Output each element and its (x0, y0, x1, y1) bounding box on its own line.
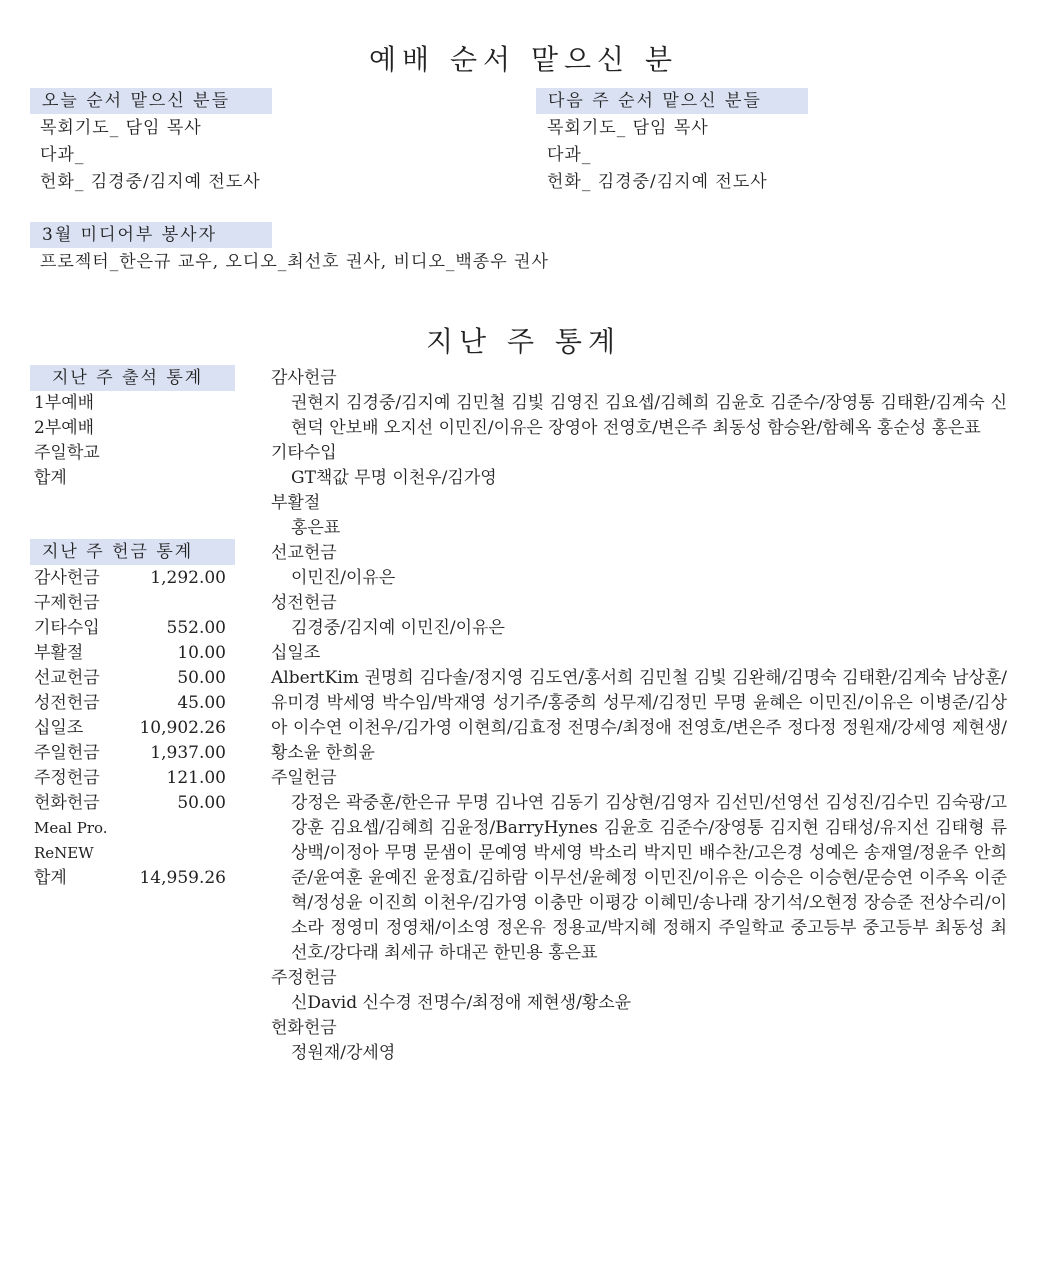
today-line-refreshments: 다과_ (40, 145, 85, 165)
attendance-row: 주일학교 (34, 443, 100, 463)
attendance-row: 1부예배 (34, 393, 95, 413)
offering-stat-value: 1,292.00 (150, 568, 226, 588)
attendance-total-row: 합계 (34, 468, 67, 488)
offering-category-label: 기타수입 (271, 443, 337, 463)
offering-category-label: 십일조 (271, 643, 321, 663)
offering-stat-row (34, 866, 226, 891)
offering-category-label: 부활절 (271, 493, 321, 513)
offering-stat-row (34, 716, 226, 741)
offering-category-label: 성전헌금 (271, 593, 337, 613)
offering-stat-row (34, 816, 226, 841)
offering-stat-label: 구제헌금 (34, 593, 100, 613)
offering-donor-names: 신David 신수경 전명수/최정애 제현생/황소윤 (291, 993, 632, 1013)
offering-donor-names: 정원재/강세영 (291, 1043, 396, 1063)
offering-stat-label: 주정헌금 (34, 768, 100, 788)
offering-stat-label: 합계 (34, 868, 67, 888)
offering-donor-names: 권현지 김경중/김지예 김민철 김빛 김영진 김요셉/김혜희 김윤호 김준수/장영통 김태환/김계숙 신현덕 안보배 오지선 이민진/이유은 장영아 전영호/변은주 최동성 함승완/함혜옥 홍순성 홍은표 (291, 393, 1007, 438)
offering-stat-label: ReNEW (34, 844, 94, 862)
offering-stat-row (34, 666, 226, 691)
offering-stat-label: 선교헌금 (34, 668, 100, 688)
offering-stat-label: 기타수입 (34, 618, 100, 638)
offering-stat-value: 1,937.00 (150, 743, 226, 763)
offering-donor-names: AlbertKim 권명희 김다솔/정지영 김도연/홍서희 김민철 김빛 김완해/김명숙 김태환/김계숙 남상훈/유미경 박세영 박수임/박재영 성기주/홍중희 성무제/김정민 무명 윤혜은 이민진/이유은 이병준/김상아 이수연 이천우/김가영 이현희/김효정 전명수/최정애 전영호/변은주 정다정 정원재/강세영 제현생/황소윤 한희윤 (271, 668, 1007, 763)
last-week-stats-title: 지난 주 통계 (425, 325, 622, 358)
offering-donor-names: 홍은표 (291, 518, 341, 538)
offering-stat-row (34, 641, 226, 666)
offering-stat-value: 50.00 (177, 793, 226, 813)
offering-stat-value: 10.00 (177, 643, 226, 663)
offering-donor-names: 강정은 곽중훈/한은규 무명 김나연 김동기 김상현/김영자 김선민/선영선 김성진/김수민 김숙광/고강훈 김요셉/김혜희 김윤정/BarryHynes 김윤호 김준수/장영통 김지현 김태성/유지선 김태형 류상백/이정아 무명 문샘이 문예영 박세영 박소리 박지민 배수찬/고은경 성예은 송재열/정윤주 안희준/윤여훈 윤예진 윤정효/김하람 이무선/윤혜정 이민진/이유은 이승은 이승현/문승연 이주옥 이준혁/정성윤 이진희 이천우/김가영 이충만 이평강 이혜민/송나래 장기석/오현정 장승준 전상수리/이소라 정영미 정영채/이소영 정온유 정용교/박지혜 정해지 주일학교 중고등부 중고등부 최동성 최선호/강다래 최세규 하대곤 한민용 홍은표 (291, 793, 1007, 963)
offering-category-label: 선교헌금 (271, 543, 337, 563)
offering-stat-row (34, 566, 226, 591)
offering-stat-label: 헌화헌금 (34, 793, 100, 813)
offering-stat-row (34, 691, 226, 716)
offering-stat-row (34, 616, 226, 641)
offering-donor-names: 이민진/이유은 (291, 568, 396, 588)
offering-category-label: 감사헌금 (271, 368, 337, 388)
attendance-header: 지난 주 출석 통계 (30, 365, 235, 391)
media-header: 3월 미디어부 봉사자 (30, 222, 272, 248)
offering-donor-names: 김경중/김지예 이민진/이유은 (291, 618, 505, 638)
offering-stat-label: 십일조 (34, 718, 84, 738)
offering-stat-value: 121.00 (166, 768, 226, 788)
offering-stat-row (34, 741, 226, 766)
offering-stat-value: 10,902.26 (139, 718, 226, 738)
offering-stat-value: 45.00 (177, 693, 226, 713)
next-week-header: 다음 주 순서 맡으신 분들 (536, 88, 808, 114)
worship-order-title: 예배 순서 맡으신 분 (368, 43, 679, 76)
offering-stat-value: 50.00 (177, 668, 226, 688)
offering-stat-label: 주일헌금 (34, 743, 100, 763)
offering-stat-label: 부활절 (34, 643, 84, 663)
today-line-flowers: 헌화_ 김경중/김지예 전도사 (40, 172, 261, 192)
offering-stat-row (34, 591, 226, 616)
offering-category-label: 헌화헌금 (271, 1018, 337, 1038)
today-header: 오늘 순서 맡으신 분들 (30, 88, 272, 114)
offering-stat-row (34, 791, 226, 816)
offering-category-label: 주일헌금 (271, 768, 337, 788)
offering-stat-row (34, 766, 226, 791)
offering-details (271, 366, 1007, 1066)
next-week-line-prayer: 목회기도_ 담임 목사 (547, 118, 709, 138)
attendance-row: 2부예배 (34, 418, 95, 438)
offering-stat-label: 성전헌금 (34, 693, 100, 713)
today-line-prayer: 목회기도_ 담임 목사 (40, 118, 202, 138)
offering-stat-label: 감사헌금 (34, 568, 100, 588)
next-week-line-refreshments: 다과_ (547, 145, 592, 165)
offering-stat-label: Meal Pro. (34, 819, 108, 837)
media-volunteers: 프로젝터_한은규 교우, 오디오_최선호 권사, 비디오_백종우 권사 (40, 252, 549, 272)
offering-category-label: 주정헌금 (271, 968, 337, 988)
offering-stat-value: 552.00 (166, 618, 226, 638)
next-week-line-flowers: 헌화_ 김경중/김지예 전도사 (547, 172, 768, 192)
offering-stat-row (34, 841, 226, 866)
offering-stat-value: 14,959.26 (139, 868, 226, 888)
offering-stats-header: 지난 주 헌금 통계 (30, 539, 235, 565)
offering-donor-names: GT책값 무명 이천우/김가영 (291, 468, 497, 488)
